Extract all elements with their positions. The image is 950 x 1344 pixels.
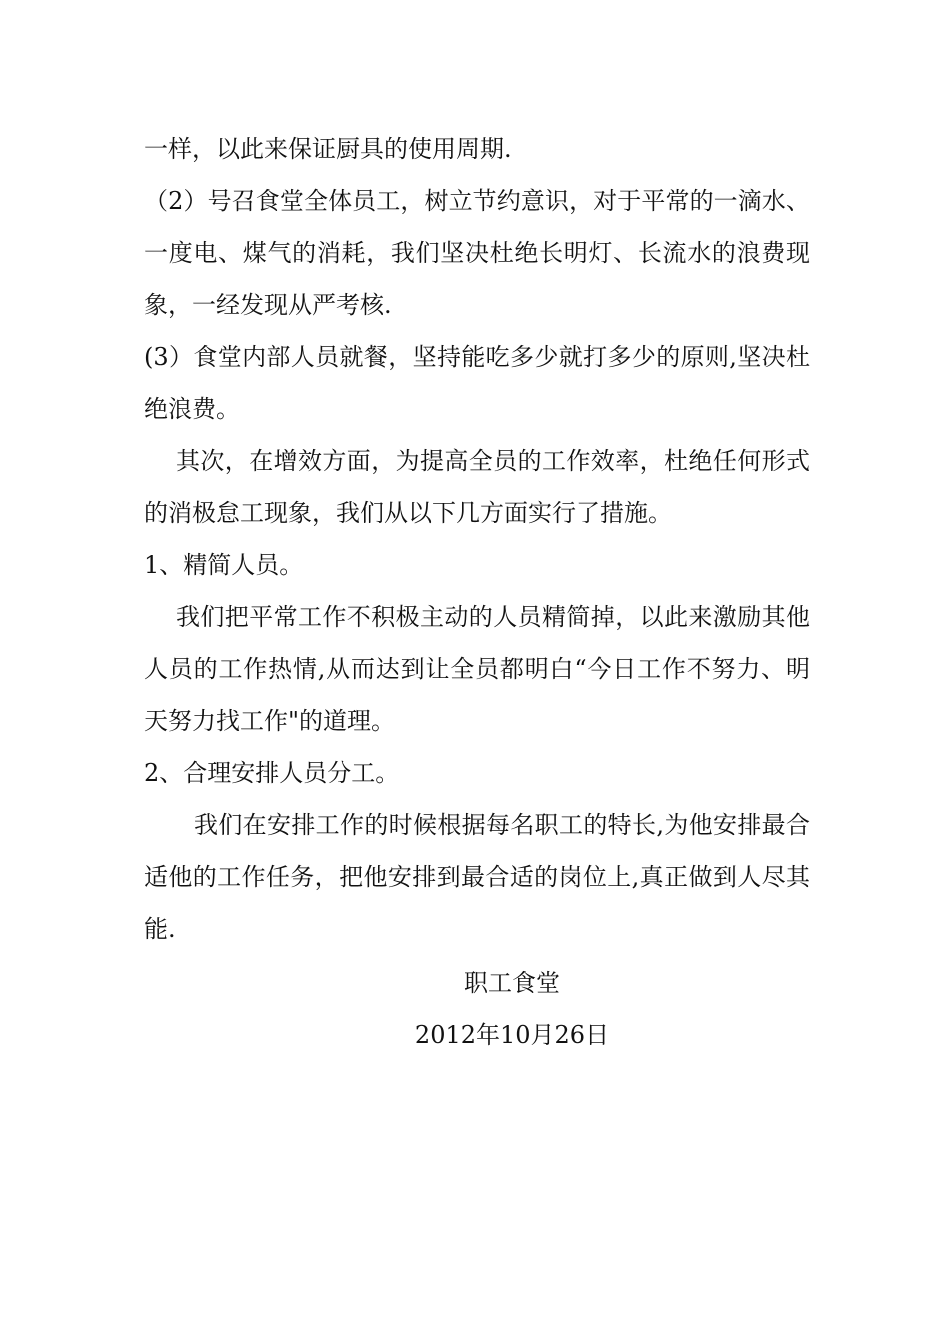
paragraph-efficiency-intro: 其次，在增效方面，为提高全员的工作效率，杜绝任何形式的消极怠工现象，我们从以下几方面实行了措施。 bbox=[144, 447, 810, 527]
paragraph-streamline-staff: 我们把平常工作不积极主动的人员精简掉，以此来激励其他人员的工作热情,从而达到让全员都明白“今日工作不努力、明天努力找工作"的道理。 bbox=[144, 603, 810, 735]
paragraph-item-2: （2）号召食堂全体员工，树立节约意识，对于平常的一滴水、一度电、煤气的消耗，我们坚决杜绝长明灯、长流水的浪费现象，一经发现从严考核. bbox=[144, 187, 810, 319]
signature-date: 2012年10月26日 bbox=[414, 1021, 610, 1049]
paragraph-arrange-duties: 我们在安排工作的时候根据每名职工的特长,为他安排最合适他的工作任务，把他安排到最合适的岗位上,真正做到人尽其能. bbox=[144, 811, 810, 943]
paragraph-continuation: 一样，以此来保证厨具的使用周期. bbox=[144, 135, 512, 163]
paragraph-item-3: (3）食堂内部人员就餐，坚持能吃多少就打多少的原则,坚决杜绝浪费。 bbox=[144, 343, 810, 423]
signature-organization: 职工食堂 bbox=[464, 969, 560, 997]
heading-arrange-duties: 2、合理安排人员分工。 bbox=[144, 759, 400, 787]
document-body bbox=[144, 123, 810, 1061]
heading-streamline-staff: 1、精简人员。 bbox=[144, 551, 304, 579]
